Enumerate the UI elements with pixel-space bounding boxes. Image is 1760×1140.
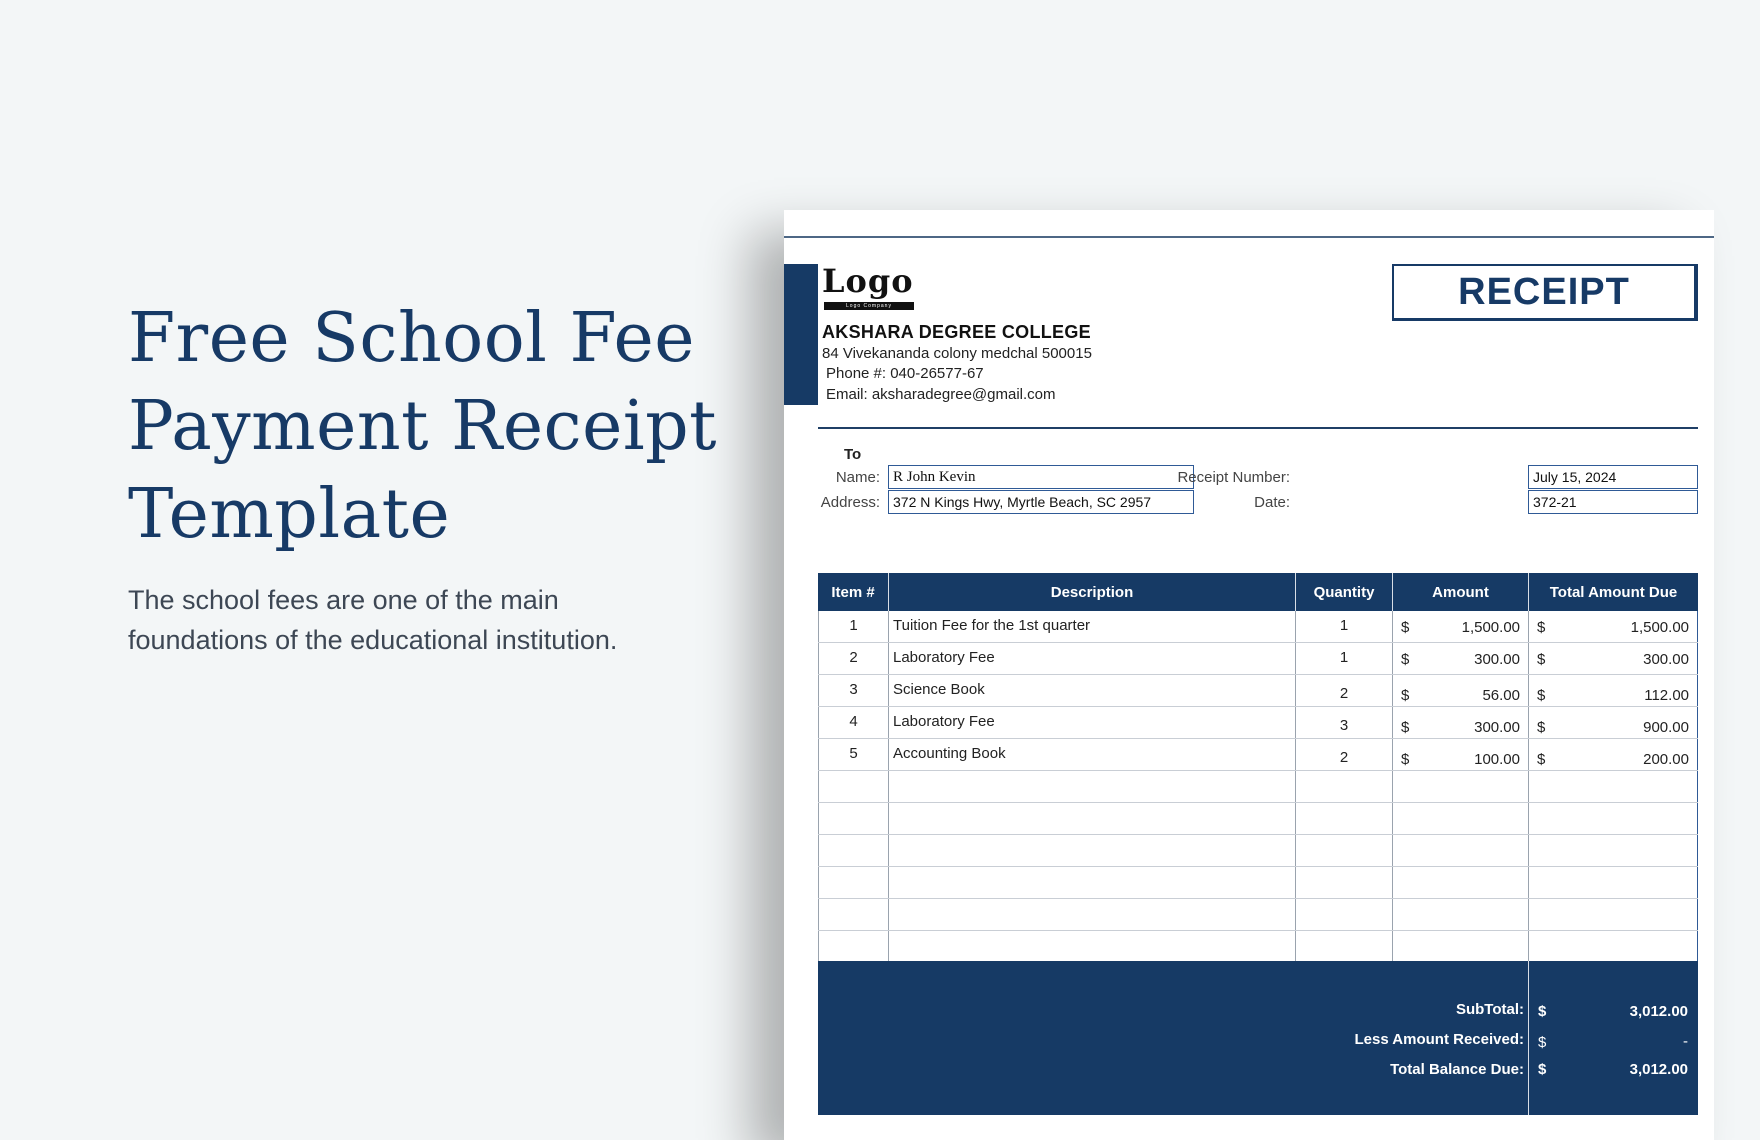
item-number-cell: 2 <box>818 643 889 674</box>
empty-cell <box>1393 931 1529 962</box>
header-amount: Amount <box>1393 573 1529 611</box>
description-cell: Tuition Fee for the 1st quarter <box>889 611 1296 642</box>
empty-cell <box>1393 835 1529 866</box>
header-item: Item # <box>818 573 889 611</box>
quantity-cell: 2 <box>1296 675 1393 706</box>
empty-cell <box>889 899 1296 930</box>
table-row <box>818 643 1698 675</box>
empty-cell <box>818 803 889 834</box>
name-field[interactable]: R John Kevin <box>888 465 1194 489</box>
promo-title-line-1: Free School Fee <box>128 299 695 378</box>
totals-footer <box>818 961 1698 1115</box>
total-currency: $ <box>1537 651 1546 668</box>
amount-cell <box>1393 611 1529 642</box>
to-label: To <box>844 446 862 463</box>
quantity-cell: 3 <box>1296 707 1393 738</box>
table-row <box>818 707 1698 739</box>
empty-cell <box>1393 899 1529 930</box>
total-value: 900.00 <box>1643 719 1689 736</box>
amount-cell <box>1393 739 1529 770</box>
date-field[interactable]: 372-21 <box>1528 490 1698 514</box>
total-value: 1,500.00 <box>1630 619 1689 636</box>
table-row-empty <box>818 771 1698 803</box>
total-cell <box>1529 707 1698 738</box>
table-header <box>818 573 1698 611</box>
empty-cell <box>1529 803 1698 834</box>
empty-cell <box>1529 771 1698 802</box>
empty-cell <box>889 867 1296 898</box>
promo-subtitle-line-1: The school fees are one of the main <box>128 585 559 615</box>
received-label: Less Amount Received: <box>1354 1031 1524 1048</box>
amount-currency: $ <box>1401 687 1410 704</box>
total-value: 200.00 <box>1643 751 1689 768</box>
amount-currency: $ <box>1401 651 1410 668</box>
amount-cell <box>1393 643 1529 674</box>
promo-title-line-3: Template <box>128 475 451 554</box>
table-row <box>818 611 1698 643</box>
balance-currency: $ <box>1538 1061 1547 1078</box>
empty-cell <box>1529 899 1698 930</box>
amount-value: 300.00 <box>1474 719 1520 736</box>
empty-cell <box>1296 931 1393 962</box>
total-cell <box>1529 739 1698 770</box>
total-cell <box>1529 643 1698 674</box>
table-row <box>818 675 1698 707</box>
total-cell <box>1529 675 1698 706</box>
table-row-empty <box>818 867 1698 899</box>
balance-value: 3,012.00 <box>1629 1061 1688 1078</box>
item-number-cell: 3 <box>818 675 889 706</box>
receipt-number-field[interactable]: July 15, 2024 <box>1528 465 1698 489</box>
table-row-empty <box>818 931 1698 963</box>
date-label: Date: <box>1254 494 1290 511</box>
totals-divider <box>1528 961 1529 1115</box>
empty-cell <box>889 835 1296 866</box>
balance-label: Total Balance Due: <box>1390 1061 1524 1078</box>
header-divider <box>818 427 1698 429</box>
amount-value: 300.00 <box>1474 651 1520 668</box>
header-quantity: Quantity <box>1296 573 1393 611</box>
college-address: 84 Vivekananda colony medchal 500015 <box>822 345 1092 362</box>
table-row-empty <box>818 899 1698 931</box>
empty-cell <box>1529 867 1698 898</box>
description-cell: Science Book <box>889 675 1296 706</box>
total-value: 112.00 <box>1644 687 1689 704</box>
total-currency: $ <box>1537 751 1546 768</box>
quantity-cell: 2 <box>1296 739 1393 770</box>
item-number-cell: 5 <box>818 739 889 770</box>
amount-value: 100.00 <box>1474 751 1520 768</box>
item-number-cell: 4 <box>818 707 889 738</box>
received-currency: $ <box>1538 1034 1547 1051</box>
college-phone: Phone #: 040-26577-67 <box>826 365 984 382</box>
empty-cell <box>1296 899 1393 930</box>
amount-value: 56.00 <box>1482 687 1520 704</box>
amount-value: 1,500.00 <box>1461 619 1520 636</box>
empty-cell <box>818 771 889 802</box>
total-currency: $ <box>1537 687 1546 704</box>
empty-cell <box>1296 835 1393 866</box>
amount-currency: $ <box>1401 619 1410 636</box>
logo-tagline: Logo Company <box>824 302 914 310</box>
subtotal-label: SubTotal: <box>1455 1001 1524 1018</box>
empty-cell <box>1529 931 1698 962</box>
logo: Logo <box>822 262 914 300</box>
address-label: Address: <box>820 494 880 511</box>
total-currency: $ <box>1537 619 1546 636</box>
empty-cell <box>818 899 889 930</box>
amount-cell <box>1393 707 1529 738</box>
promo-subtitle <box>128 580 728 660</box>
college-name: AKSHARA DEGREE COLLEGE <box>822 322 1091 342</box>
college-email: Email: aksharadegree@gmail.com <box>826 386 1056 403</box>
amount-currency: $ <box>1401 751 1410 768</box>
receipt-number-label: Receipt Number: <box>1177 469 1290 486</box>
table-body <box>818 611 1698 963</box>
total-currency: $ <box>1537 719 1546 736</box>
empty-cell <box>818 867 889 898</box>
address-field[interactable]: 372 N Kings Hwy, Myrtle Beach, SC 2957 <box>888 490 1194 514</box>
receipt-heading: RECEIPT <box>1392 264 1698 321</box>
amount-cell <box>1393 675 1529 706</box>
empty-cell <box>1296 867 1393 898</box>
subtotal-currency: $ <box>1538 1003 1547 1020</box>
items-table <box>818 573 1698 963</box>
item-number-cell: 1 <box>818 611 889 642</box>
empty-cell <box>1393 771 1529 802</box>
quantity-cell: 1 <box>1296 611 1393 642</box>
empty-cell <box>889 931 1296 962</box>
promo-subtitle-line-2: foundations of the educational institution. <box>128 625 618 655</box>
description-cell: Laboratory Fee <box>889 643 1296 674</box>
total-value: 300.00 <box>1643 651 1689 668</box>
header-total-amount-due: Total Amount Due <box>1549 583 1678 601</box>
empty-cell <box>1529 835 1698 866</box>
receipt-document <box>784 210 1714 1140</box>
description-cell: Accounting Book <box>889 739 1296 770</box>
table-row <box>818 739 1698 771</box>
empty-cell <box>1296 771 1393 802</box>
table-row-empty <box>818 803 1698 835</box>
header-description: Description <box>889 573 1296 611</box>
empty-cell <box>889 803 1296 834</box>
quantity-cell: 1 <box>1296 643 1393 674</box>
empty-cell <box>1393 803 1529 834</box>
empty-cell <box>818 835 889 866</box>
subtotal-value: 3,012.00 <box>1629 1003 1688 1020</box>
amount-currency: $ <box>1401 719 1410 736</box>
empty-cell <box>1393 867 1529 898</box>
promo-title-line-2: Payment Receipt <box>128 387 717 466</box>
promo-title <box>128 295 748 559</box>
total-cell <box>1529 611 1698 642</box>
table-row-empty <box>818 835 1698 867</box>
name-label: Name: <box>835 469 880 486</box>
received-value: - <box>1683 1033 1688 1050</box>
empty-cell <box>1296 803 1393 834</box>
top-divider <box>784 236 1714 238</box>
empty-cell <box>889 771 1296 802</box>
accent-bar <box>784 264 818 405</box>
description-cell: Laboratory Fee <box>889 707 1296 738</box>
empty-cell <box>818 931 889 962</box>
